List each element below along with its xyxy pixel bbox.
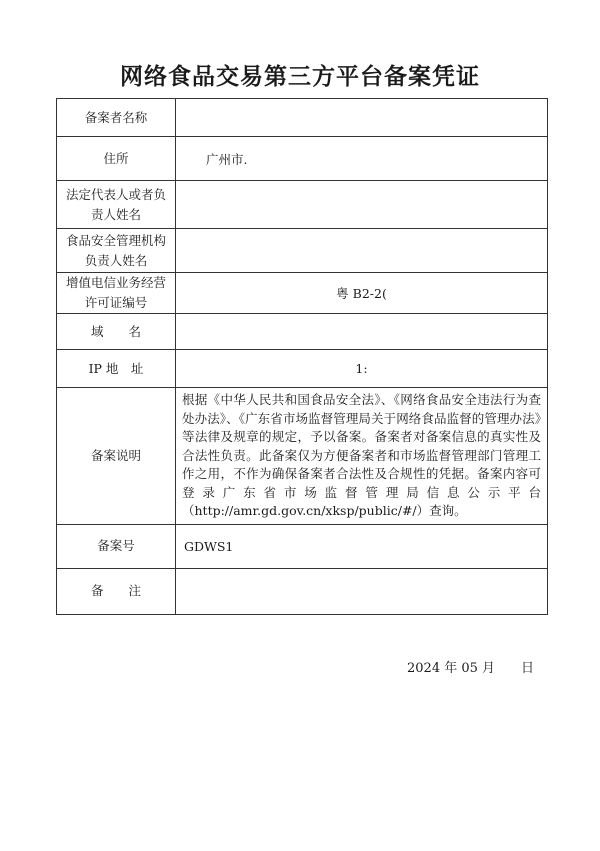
legal-rep-label-text: 法定代表人或者负责人姓名 <box>66 186 167 222</box>
page-title: 网络食品交易第三方平台备案凭证 <box>120 64 480 90</box>
food-safety-head-label <box>57 229 176 273</box>
notes-value <box>176 568 548 614</box>
filing-record-table <box>56 98 548 615</box>
notes-label: 备 注 <box>57 568 176 614</box>
legal-rep-value <box>176 181 548 229</box>
food-safety-head-value <box>176 229 548 273</box>
address-value: 广州市. <box>176 137 548 181</box>
record-number-value: GDWS1 <box>176 524 548 568</box>
address-label: 住所 <box>57 137 176 181</box>
table-row <box>57 181 548 229</box>
table-row <box>57 524 548 568</box>
table-row <box>57 273 548 314</box>
table-row <box>57 99 548 137</box>
telecom-license-value: 粤 B2-2( <box>176 273 548 314</box>
filing-explanation-label: 备案说明 <box>57 388 176 525</box>
telecom-license-label-text: 增值电信业务经营许可证编号 <box>66 275 167 310</box>
domain-label: 域 名 <box>57 314 176 350</box>
ip-value: 1: <box>176 350 548 388</box>
table-row <box>57 388 548 525</box>
table-row <box>57 229 548 273</box>
legal-rep-label <box>57 181 176 229</box>
ip-label: IP 地 址 <box>57 350 176 388</box>
food-safety-head-label-text: 食品安全管理机构负责人姓名 <box>66 232 167 268</box>
table-row <box>57 568 548 614</box>
telecom-license-label <box>57 273 176 314</box>
domain-value <box>176 314 548 350</box>
issue-date: 2024 年 05 月 日 <box>407 661 535 676</box>
filing-explanation-text: 根据《中华人民共和国食品安全法》、《网络食品安全违法行为查处办法》、《广东省市场监督管理局关于网络食品监督的管理办法》等法律及规章的规定，予以备案。备案者对备案信息的真实性及合法性负责。此备案仅为方便备案者和市场监督管理部门管理工作之用，不作为确保备案者合法性及合规性的凭据。备案内容可登录广东省市场监督管理局信息公示平台（http://amr.gd.gov.cn/xksp/public/#/）查询。 <box>176 388 548 525</box>
table-row <box>57 314 548 350</box>
record-number-label: 备案号 <box>57 524 176 568</box>
table-row <box>57 137 548 181</box>
table-row <box>57 350 548 388</box>
filer-name-value <box>176 99 548 137</box>
filer-name-label: 备案者名称 <box>57 99 176 137</box>
